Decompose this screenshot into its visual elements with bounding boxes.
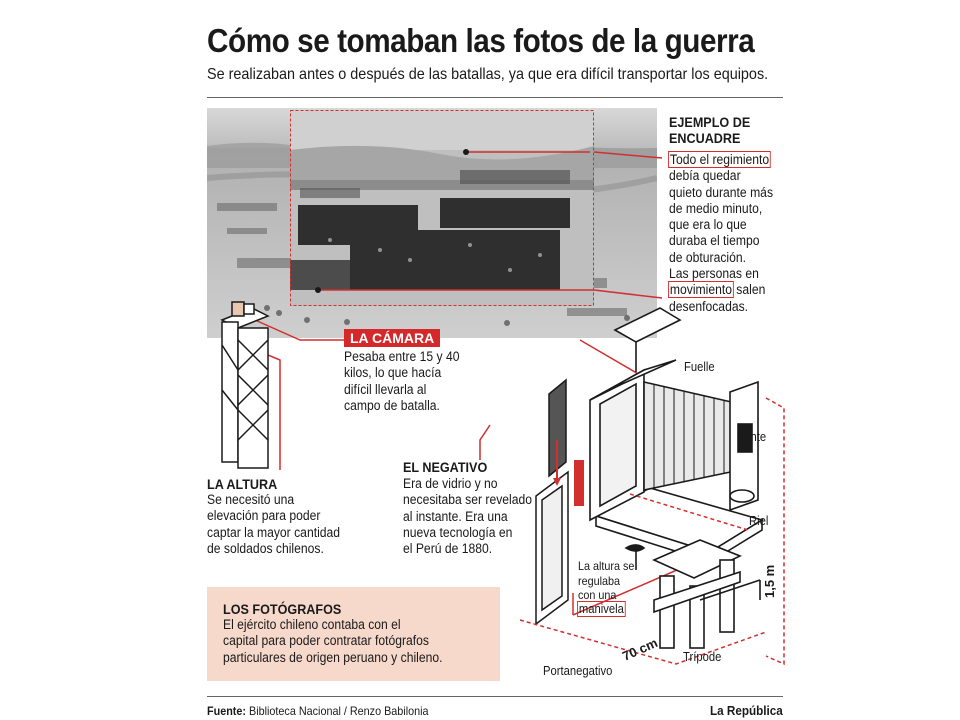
altura-regula-line: regulaba (578, 573, 621, 588)
publisher-logo: La República (710, 703, 783, 718)
camara-label: LA CÁMARA (344, 329, 440, 347)
fotografos-heading: LOS FOTÓGRAFOS (223, 601, 342, 617)
encuadre-line: duraba el tiempo (669, 233, 760, 249)
camara-line: Pesaba entre 15 y 40 (344, 349, 460, 364)
camara-line: kilos, lo que hacía (344, 365, 442, 381)
encuadre-line: desenfocadas. (669, 298, 749, 314)
encuadre-line (669, 282, 773, 298)
fotografos-text (223, 617, 443, 666)
fuelle-label: Fuelle (684, 360, 715, 374)
fotografos-line: particulares de origen peruano y chileno. (223, 649, 443, 665)
altura-text (207, 492, 340, 557)
infographic-title: Cómo se tomaban las fotos de la guerra (207, 22, 755, 59)
altura-line: elevación para poder (207, 508, 321, 524)
encuadre-text (669, 152, 773, 315)
fotografos-line: capital para poder contratar fotógrafos (223, 633, 430, 649)
encuadre-heading-line: EJEMPLO DE (669, 114, 751, 130)
source-credit (207, 704, 429, 718)
camara-text (344, 349, 460, 414)
negativo-line: nueva tecnología en (403, 524, 513, 540)
manivela-highlight: manivela (578, 602, 624, 616)
altura-regula-line: con una (578, 588, 617, 602)
negativo-heading: EL NEGATIVO (403, 459, 488, 475)
encuadre-line: Las personas en (669, 266, 759, 282)
altura-line: captar la mayor cantidad (207, 524, 341, 540)
encuadre-line: quieto durante más (669, 184, 774, 200)
negativo-line: Era de vidrio y no (403, 476, 498, 491)
encuadre-line (669, 152, 773, 168)
infographic-subtitle: Se realizaban antes o después de las batallas, ya que era difícil transportar los equipos. (207, 66, 769, 83)
encuadre-line: debía quedar (669, 168, 741, 184)
negativo-line: necesitaba ser revelado (403, 492, 533, 508)
photographer-tower (222, 302, 268, 468)
camara-line: difícil llevarla al (344, 381, 427, 397)
fotografos-line: El ejército chileno contaba con el (223, 617, 401, 632)
encuadre-heading-line: ENCUADRE (669, 130, 741, 146)
source-label: Fuente: (207, 704, 247, 718)
altura-heading: LA ALTURA (207, 476, 278, 492)
source-text: Biblioteca Nacional / Renzo Babilonia (246, 704, 429, 718)
encuadre-line: de obturación. (669, 249, 747, 265)
altura-regula-text (578, 559, 634, 603)
regimiento-highlight: Todo el regimiento (669, 152, 770, 167)
lente-label: Lente (738, 430, 767, 444)
negativo-line: el Perú de 1880. (403, 541, 493, 557)
altura-line: Se necesitó una (207, 492, 295, 507)
encuadre-line: de medio minuto, (669, 200, 763, 216)
encuadre-line: que era lo que (669, 217, 747, 233)
manivela-label (578, 602, 625, 616)
tripode-label: Trípode (683, 650, 722, 664)
portanegativo-label: Portanegativo (543, 664, 613, 678)
negativo-text (403, 476, 532, 557)
altura-line: de soldados chilenos. (207, 540, 324, 556)
width-dimension: 70 cm (620, 635, 660, 664)
movimiento-highlight: movimiento (669, 282, 733, 298)
negativo-line: al instante. Era una (403, 508, 508, 524)
camara-line: campo de batalla. (344, 397, 440, 413)
height-dimension: 1,5 m (762, 564, 777, 598)
bottom-divider (207, 696, 783, 697)
riel-label: Riel (749, 514, 769, 528)
altura-regula-line: La altura se (578, 559, 635, 573)
movimiento-rest: salen (732, 282, 766, 298)
encuadre-heading (669, 114, 750, 146)
